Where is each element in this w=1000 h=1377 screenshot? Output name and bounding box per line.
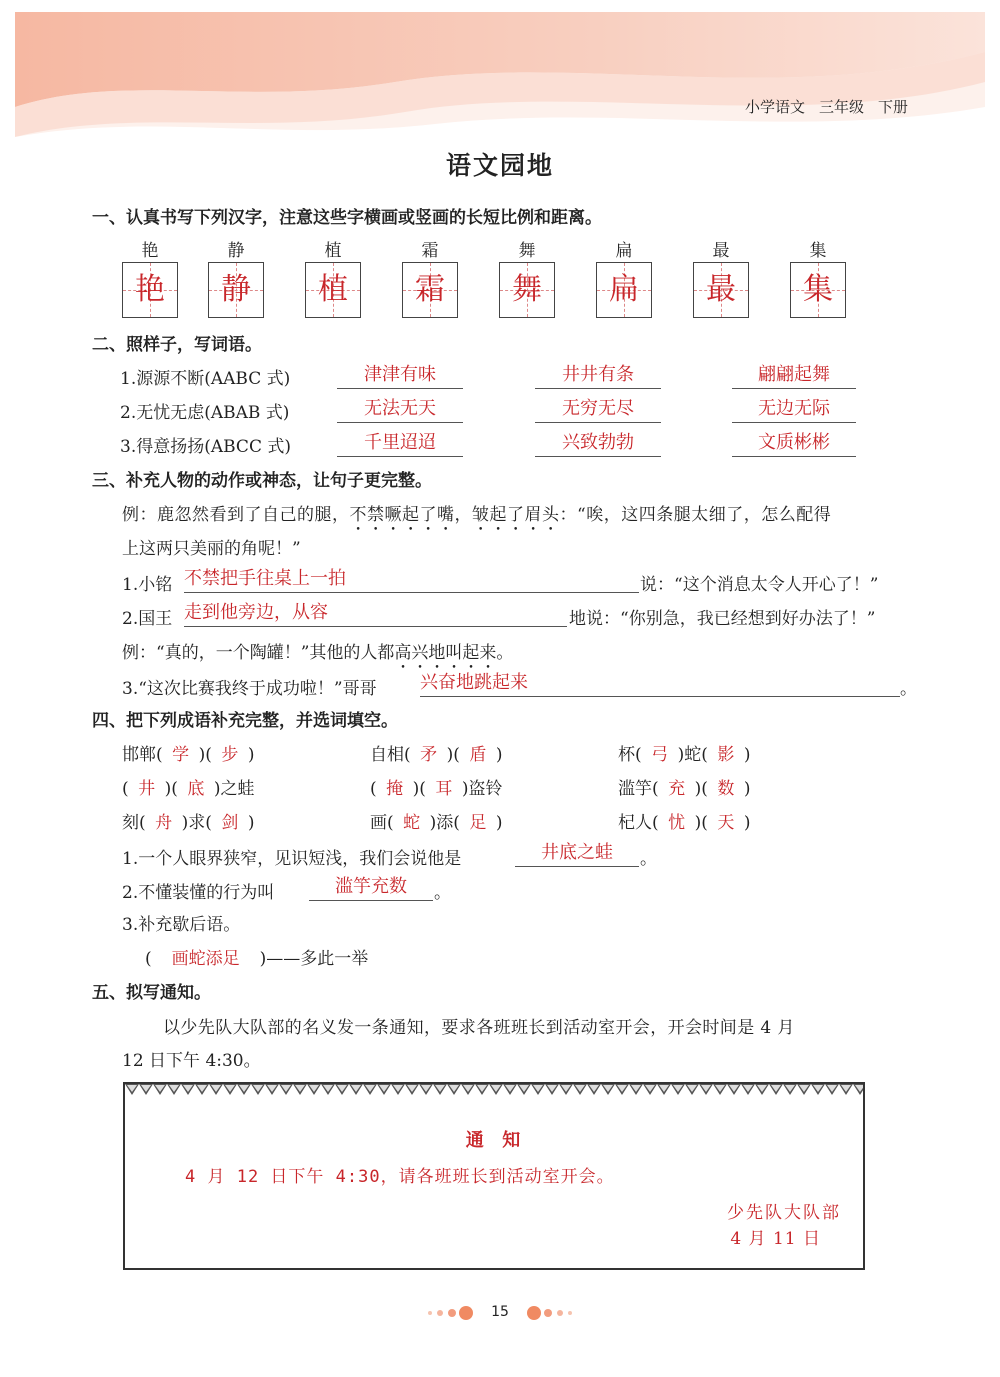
idiom-answer[interactable]: 底: [187, 779, 205, 799]
char-label: 最: [712, 241, 730, 261]
answer-blank[interactable]: 翩翩起舞: [732, 362, 856, 389]
idiom-text: )之蛙: [213, 779, 255, 799]
word-pattern-label: 3.得意扬扬(ABCC 式): [120, 437, 291, 457]
section-3-heading: 三、补充人物的动作或神态，让句子更完整。: [92, 471, 432, 491]
idiom-text: )求(: [181, 813, 212, 833]
writing-box[interactable]: [208, 262, 264, 318]
idiom-answer[interactable]: 掩: [386, 779, 404, 799]
question-1-prefix: 1.小铭: [122, 575, 173, 595]
example-text: ：“唉，这四条腿太细了，怎么配得: [559, 505, 832, 525]
bracket-text: (: [145, 949, 152, 969]
idiom-text: ): [743, 813, 751, 833]
idiom-text: ): [495, 813, 503, 833]
char-label: 静: [227, 241, 245, 261]
section-5-prompt-2: 12 日下午 4:30。: [122, 1051, 261, 1071]
section-2-heading: 二、照样子，写词语。: [92, 335, 262, 355]
example-text: 。: [496, 643, 514, 663]
emphasized-phrase: 高兴地叫起来: [394, 643, 497, 663]
idiom-item: [122, 740, 255, 765]
writing-box[interactable]: [499, 262, 555, 318]
section-1-heading: 一、认真书写下列汉字，注意这些字横画或竖画的长短比例和距离。: [92, 208, 602, 228]
idiom-answer[interactable]: 步: [221, 745, 239, 765]
char-label: 植: [324, 241, 342, 261]
answer-blank[interactable]: 千里迢迢: [337, 430, 463, 457]
idiom-item: [122, 774, 255, 799]
answer-blank[interactable]: 文质彬彬: [732, 430, 856, 457]
header-grade: 三年级: [818, 98, 864, 116]
idiom-answer[interactable]: 矛: [420, 745, 438, 765]
idiom-text: ): [743, 745, 751, 765]
example-text: 例：鹿忽然看到了自己的腿，: [122, 505, 350, 525]
emphasized-phrase: 皱起了眉头: [472, 505, 560, 525]
proverb-text: )——多此一举: [259, 949, 369, 969]
answer-blank[interactable]: 兴致勃勃: [535, 430, 661, 457]
idiom-answer[interactable]: 足: [469, 813, 487, 833]
fill-2-suffix: 。: [434, 883, 451, 903]
char-label: 艳: [141, 241, 159, 261]
example-1-line-2: 上这两只美丽的角呢！”: [122, 539, 301, 559]
header-volume: 下册: [877, 98, 908, 116]
answer-blank[interactable]: 井井有条: [535, 362, 661, 389]
emphasized-phrase: 不禁噘起了嘴: [349, 505, 455, 525]
idiom-answer[interactable]: 剑: [221, 813, 239, 833]
idiom-text: )蛇(: [677, 745, 708, 765]
idiom-item: [618, 740, 751, 765]
idiom-item: [370, 808, 503, 833]
answer-blank[interactable]: 走到他旁边，从容: [184, 600, 567, 627]
idiom-text: 自相(: [370, 745, 411, 765]
char-label: 霜: [421, 241, 439, 261]
page-title: 语文园地: [445, 151, 554, 180]
header-wave-banner: [15, 12, 985, 152]
char-label: 集: [809, 241, 827, 261]
idiom-text: ): [495, 745, 503, 765]
example-text: 例：“真的，一个陶罐！”其他的人都: [122, 643, 395, 663]
word-pattern-label: 1.源源不断(AABC 式): [120, 369, 291, 389]
fill-1-prefix: 1.一个人眼界狭窄，见识短浅，我们会说他是: [122, 849, 462, 869]
idiom-answer[interactable]: 蛇: [403, 813, 421, 833]
answer-blank[interactable]: 画蛇添足: [171, 949, 240, 969]
writing-box[interactable]: [122, 262, 178, 318]
example-2: [122, 638, 513, 673]
idiom-text: )(: [198, 745, 212, 765]
header-course-label: [731, 96, 908, 117]
idiom-answer[interactable]: 天: [717, 813, 735, 833]
answer-blank[interactable]: 滥竽充数: [309, 874, 433, 901]
section-4-heading: 四、把下列成语补充完整，并选词填空。: [92, 711, 398, 731]
idiom-text: )(: [412, 779, 426, 799]
fill-2-prefix: 2.不懂装懂的行为叫: [122, 883, 275, 903]
writing-box[interactable]: [305, 262, 361, 318]
notice-date: 4 月 11 日: [730, 1229, 821, 1249]
idiom-text: (: [370, 779, 377, 799]
written-char: 植: [318, 272, 348, 307]
written-char: 最: [706, 272, 736, 307]
idiom-item: [122, 808, 255, 833]
idiom-text: )添(: [429, 813, 460, 833]
idiom-text: ): [247, 745, 255, 765]
idiom-text: )盗铃: [461, 779, 503, 799]
idiom-text: ): [743, 779, 751, 799]
idiom-answer[interactable]: 影: [717, 745, 735, 765]
idiom-text: 杞人(: [618, 813, 659, 833]
idiom-text: )(: [164, 779, 178, 799]
answer-blank[interactable]: 井底之蛙: [515, 840, 639, 867]
char-label: 舞: [518, 241, 536, 261]
page-number: 15: [491, 1304, 509, 1320]
idiom-answer[interactable]: 学: [172, 745, 190, 765]
notice-signature: 少先队大队部: [727, 1203, 841, 1223]
idiom-text: )(: [446, 745, 460, 765]
word-pattern-label: 2.无忧无虑(ABAB 式): [120, 403, 290, 423]
written-char: 舞: [512, 272, 542, 307]
section-5-prompt-1: 以少先队大队部的名义发一条通知，要求各班班长到活动室开会，开会时间是 4 月: [163, 1018, 795, 1038]
idiom-answer[interactable]: 井: [138, 779, 156, 799]
example-text: ，: [454, 505, 472, 525]
idiom-item: [370, 740, 503, 765]
question-2-suffix: 地说：“你别急，我已经想到好办法了！”: [569, 609, 876, 629]
example-1-line-1: [122, 500, 912, 535]
idiom-item: [618, 808, 751, 833]
writing-box[interactable]: [596, 262, 652, 318]
idiom-item: [618, 774, 751, 799]
notice-box[interactable]: [123, 1082, 865, 1270]
idiom-answer[interactable]: 忧: [668, 813, 686, 833]
idiom-text: 杯(: [618, 745, 642, 765]
answer-blank[interactable]: 无穷无尽: [535, 396, 661, 423]
idiom-answer[interactable]: 盾: [469, 745, 487, 765]
idiom-text: )(: [694, 779, 708, 799]
idiom-item: [370, 774, 503, 799]
idiom-answer[interactable]: 弓: [651, 745, 669, 765]
idiom-answer[interactable]: 耳: [435, 779, 453, 799]
writing-box[interactable]: [402, 262, 458, 318]
answer-blank[interactable]: 津津有味: [337, 362, 463, 389]
fill-1-suffix: 。: [640, 849, 657, 869]
notice-bunting-decoration: [125, 1084, 863, 1098]
idiom-answer[interactable]: 数: [717, 779, 735, 799]
writing-box[interactable]: [790, 262, 846, 318]
idiom-answer[interactable]: 充: [668, 779, 686, 799]
idiom-text: 画(: [370, 813, 394, 833]
idiom-text: (: [122, 779, 129, 799]
question-3-suffix: 。: [900, 679, 917, 699]
char-label: 扁: [615, 241, 633, 261]
idiom-text: )(: [694, 813, 708, 833]
written-char: 扁: [609, 272, 639, 307]
header-subject: 小学语文: [744, 98, 805, 116]
writing-box[interactable]: [693, 262, 749, 318]
notice-body: 4 月 12 日下午 4:30，请各班班长到活动室开会。: [185, 1167, 615, 1187]
answer-blank[interactable]: 兴奋地跳起来: [420, 670, 900, 697]
section-5-heading: 五、拟写通知。: [92, 983, 211, 1003]
written-char: 霜: [415, 272, 445, 307]
answer-blank[interactable]: 不禁把手往桌上一拍: [184, 566, 639, 593]
fill-3-text: 3.补充歇后语。: [122, 915, 241, 935]
notice-title: 通 知: [465, 1130, 523, 1151]
idiom-text: 邯郸(: [122, 745, 163, 765]
answer-blank[interactable]: 无法无天: [337, 396, 463, 423]
idiom-text: ): [247, 813, 255, 833]
idiom-text: 刻(: [122, 813, 146, 833]
question-3-prefix: 3.“这次比赛我终于成功啦！”哥哥: [122, 679, 377, 699]
question-2-prefix: 2.国王: [122, 609, 173, 629]
answer-blank[interactable]: 无边无际: [732, 396, 856, 423]
idiom-answer[interactable]: 舟: [155, 813, 173, 833]
written-char: 艳: [135, 272, 165, 307]
question-1-suffix: 说：“这个消息太令人开心了！”: [640, 575, 879, 595]
idiom-text: 滥竽(: [618, 779, 659, 799]
fill-3-answer-line: [145, 944, 368, 969]
written-char: 集: [803, 272, 833, 307]
written-char: 静: [221, 272, 251, 307]
